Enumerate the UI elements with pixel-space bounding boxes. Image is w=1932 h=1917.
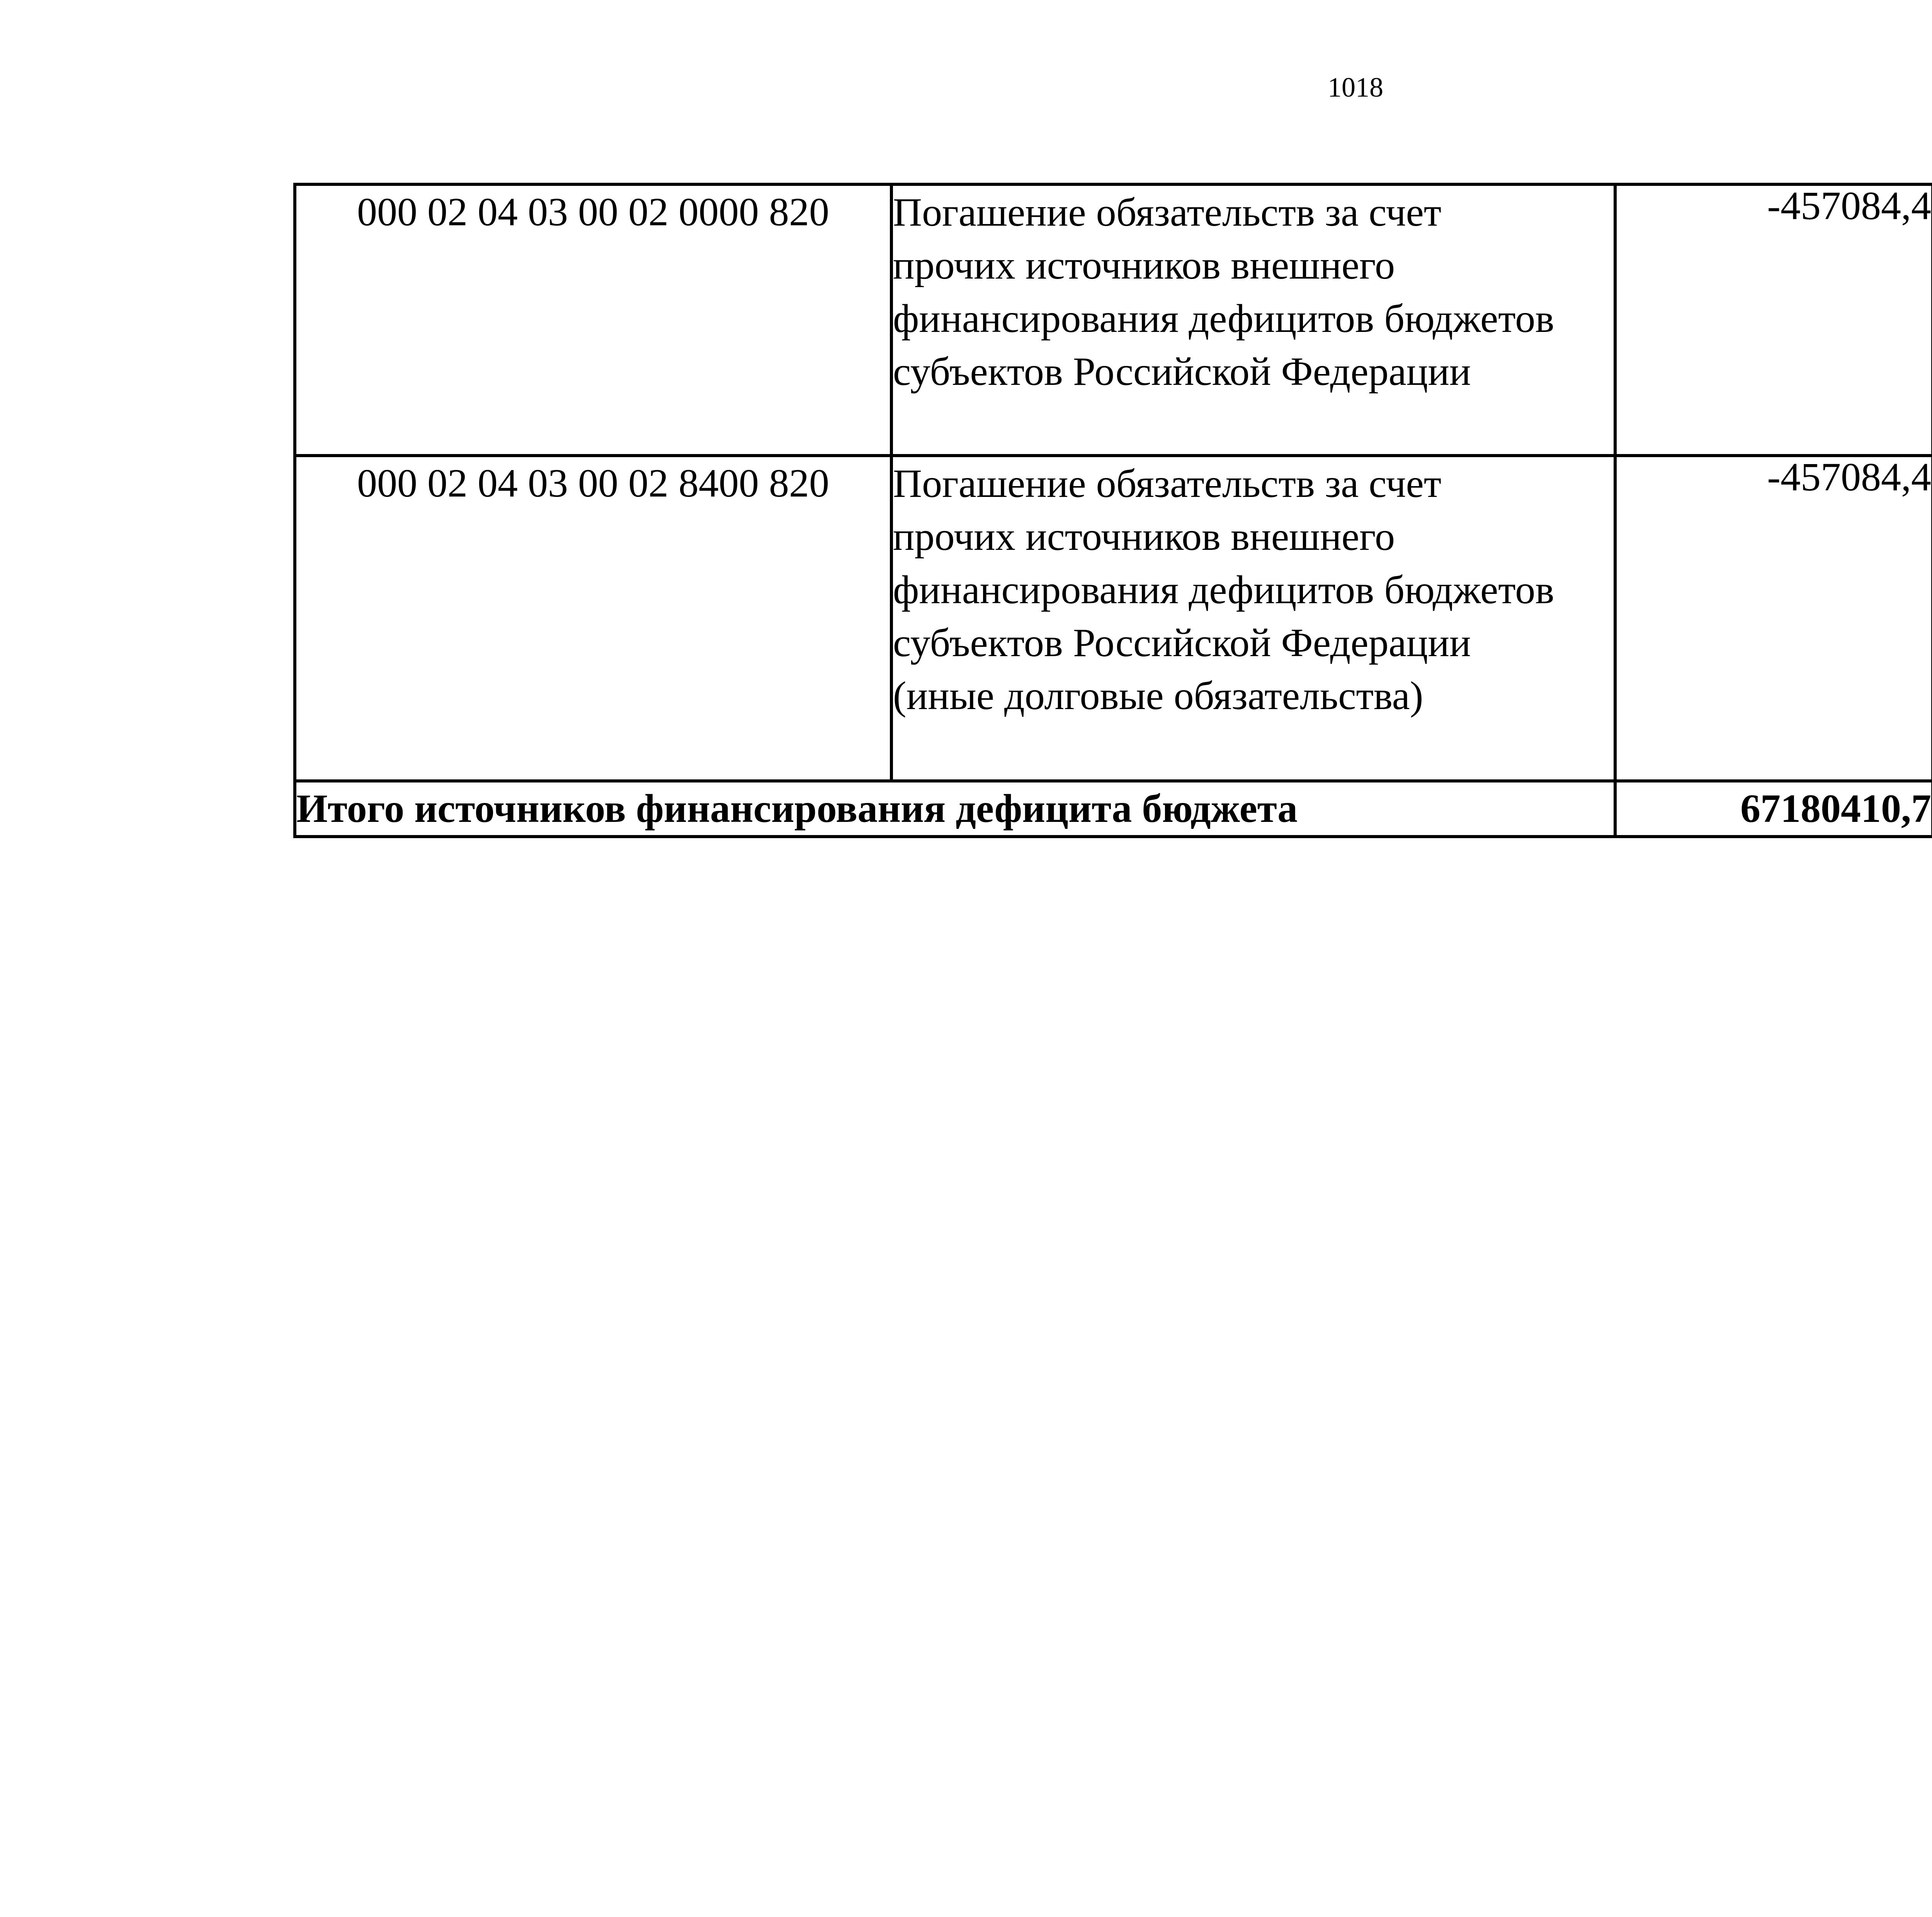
amount-cell: -457084,4	[1615, 456, 1932, 781]
budget-code-cell: 000 02 04 03 00 02 0000 820	[295, 184, 891, 456]
total-amount-cell: 67180410,7	[1615, 781, 1932, 837]
source-name-line: Погашение обязательств за счет	[893, 461, 1442, 506]
source-name-cell	[891, 184, 1615, 456]
source-name-line: прочих источников внешнего	[893, 514, 1395, 559]
amount-cell: -457084,4	[1615, 184, 1932, 456]
source-name-line: (иные долговые обязательства)	[893, 674, 1423, 718]
financing-sources-table	[293, 183, 1932, 838]
budget-code-cell: 000 02 04 03 00 02 8400 820	[295, 456, 891, 781]
source-name-line: субъектов Российской Федерации	[893, 349, 1471, 394]
table-row	[295, 456, 1932, 781]
source-name-line: финансирования дефицитов бюджетов	[893, 296, 1554, 341]
source-name-line: финансирования дефицитов бюджетов	[893, 567, 1554, 612]
total-label: Итого источников финансирования дефицита бюджета	[295, 781, 1615, 837]
source-name-line: субъектов Российской Федерации	[893, 620, 1471, 665]
source-name-line: прочих источников внешнего	[893, 243, 1395, 288]
source-name-cell	[891, 456, 1615, 781]
page-number: 1018	[1328, 72, 1383, 103]
total-row	[295, 781, 1932, 837]
source-name-line: Погашение обязательств за счет	[893, 190, 1442, 235]
table-row	[295, 184, 1932, 456]
